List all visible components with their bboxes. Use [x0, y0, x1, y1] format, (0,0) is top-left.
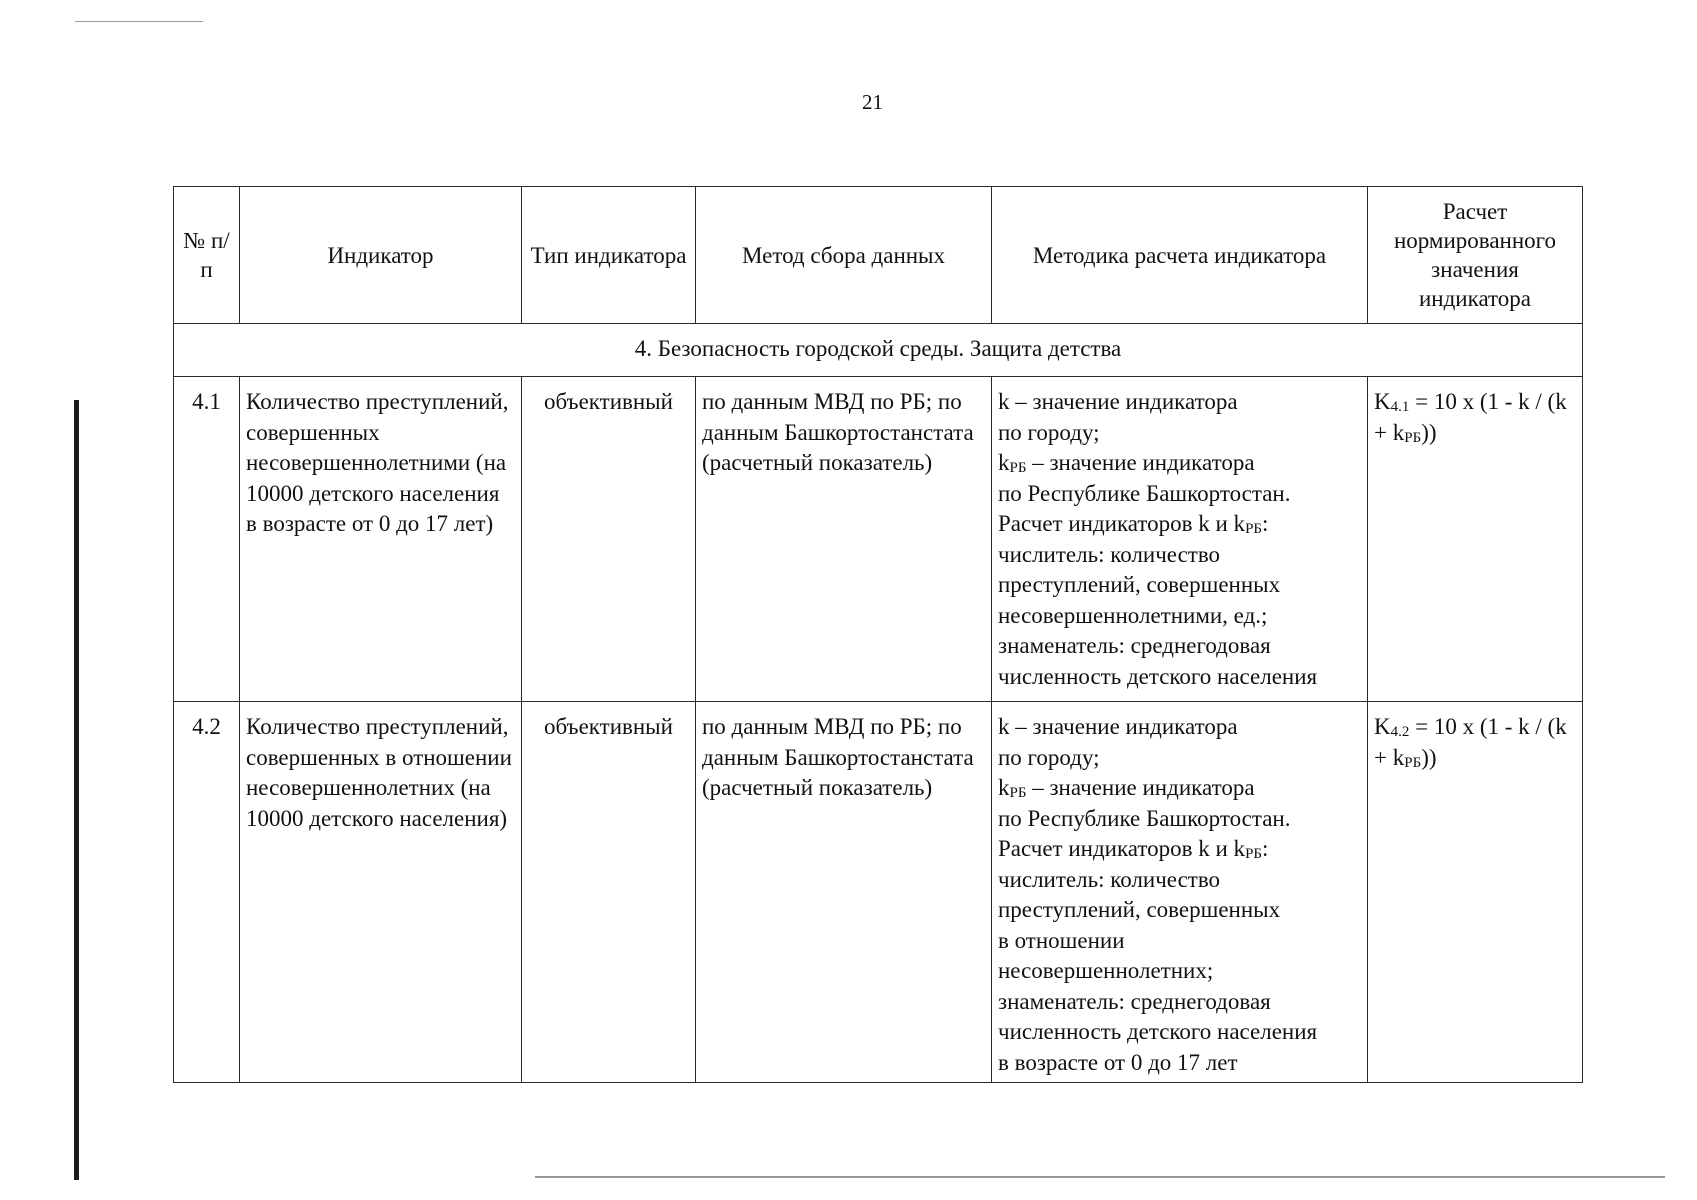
calc-line: по Республике Башкортостан. [998, 805, 1291, 831]
scan-mark-top [75, 21, 203, 22]
table-header-row [174, 187, 1583, 324]
header-indicator: Индикатор [240, 187, 522, 324]
section-title: 4. Безопасность городской среды. Защита детства [174, 324, 1583, 377]
header-method: Метод сбора данных [696, 187, 992, 324]
calc-line: k – значение индикатора [998, 389, 1238, 414]
calc-line: $k_{РБ}$ – значение индикатора [998, 450, 1255, 476]
calc-line: несовершеннолетних; [998, 958, 1214, 983]
scan-mark-bottom [535, 1176, 1665, 1178]
indicators-table [173, 186, 1583, 1083]
calc-line: несовершеннолетними, ед.; [998, 602, 1268, 628]
calc-line: в отношении [998, 927, 1125, 953]
calc-line: по городу; [998, 419, 1100, 445]
calc-line: знаменатель: среднегодовая [998, 633, 1271, 658]
calc-line: по Республике Башкортостан. [998, 480, 1291, 506]
row-number: 4.2 [174, 702, 240, 1083]
scan-mark-left [74, 400, 79, 1180]
table-row [174, 702, 1583, 1083]
method-cell: по данным МВД по РБ; по данным Башкортостанстата (расчетный показатель) [696, 702, 992, 1083]
header-normalized-value: Расчет нормированного значения индикатора [1368, 187, 1583, 324]
calc-line: Расчет индикаторов k и $k_{РБ}$: [998, 511, 1269, 537]
calc-line: числитель: количество [998, 541, 1221, 567]
row-number: 4.1 [174, 377, 240, 702]
calc-line: преступлений, совершенных [998, 897, 1281, 922]
type-cell: объективный [522, 377, 696, 702]
header-type: Тип индикатора [522, 187, 696, 324]
section-row [174, 324, 1583, 377]
table-row [174, 377, 1583, 702]
type-cell: объективный [522, 702, 696, 1083]
calc-line: по городу; [998, 744, 1100, 770]
page-number: 21 [862, 90, 883, 114]
header-calc-method: Методика расчета индикатора [992, 187, 1368, 324]
normalized-formula-cell: $K_{4.2} = 10$ x $(1 - k / (k + k_{РБ}))$ [1368, 702, 1583, 1083]
method-cell: по данным МВД по РБ; по данным Башкортостанстата (расчетный показатель) [696, 377, 992, 702]
calc-line: числитель: количество [998, 866, 1221, 892]
normalized-formula-cell: $K_{4.1} = 10$ x $(1 - k / (k + k_{РБ}))$ [1368, 377, 1583, 702]
calc-line: Расчет индикаторов k и $k_{РБ}$: [998, 836, 1269, 862]
calc-line: знаменатель: среднегодовая [998, 988, 1271, 1014]
calc-cell [992, 377, 1368, 702]
calc-line: численность детского населения [998, 663, 1318, 689]
indicator-cell: Количество преступлений, совершенных в отношении несовершеннолетних (на 10000 детского населения) [240, 702, 522, 1083]
indicator-cell: Количество преступлений, совершенных несовершеннолетними (на 10000 детского населения в возрасте от 0 до 17 лет) [240, 377, 522, 702]
calc-line: преступлений, совершенных [998, 572, 1281, 597]
calc-line: $k_{РБ}$ – значение индикатора [998, 775, 1255, 801]
calc-cell [992, 702, 1368, 1083]
header-number: № п/п [174, 187, 240, 324]
calc-line: в возрасте от 0 до 17 лет [998, 1049, 1238, 1075]
calc-line: k – значение индикатора [998, 714, 1238, 739]
calc-line: численность детского населения [998, 1019, 1318, 1044]
